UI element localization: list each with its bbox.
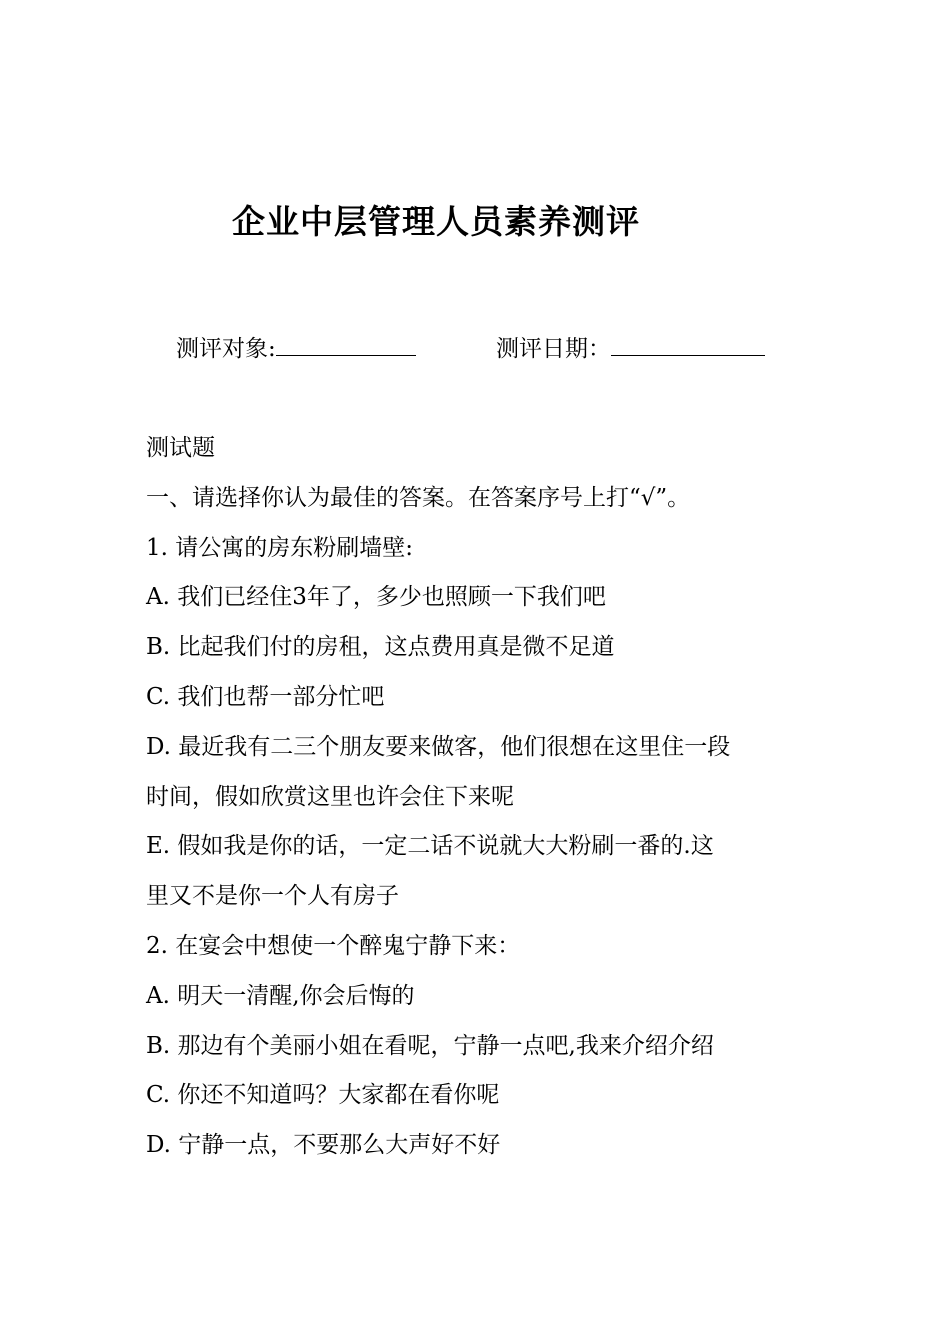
document-title: 企业中层管理人员素养测评	[232, 202, 640, 241]
test-content	[146, 429, 826, 1176]
evaluation-subject-field	[176, 330, 416, 363]
question-1-option-d: D. 最近我有二三个朋友要来做客，他们很想在这里住一段	[146, 733, 731, 760]
question-1-option-a: A. 我们已经住3年了，多少也照顾一下我们吧	[146, 584, 606, 611]
evaluation-date-blank	[611, 335, 765, 356]
evaluation-date-label: 测评日期：	[496, 336, 611, 362]
question-2-option-d: D. 宁静一点，不要那么大声好不好	[146, 1132, 501, 1159]
question-2: 2. 在宴会中想使一个醉鬼宁静下来：	[146, 932, 521, 959]
evaluation-date-field	[496, 330, 765, 363]
instruction-line: 一、请选择你认为最佳的答案。在答案序号上打“√”。	[146, 484, 691, 511]
evaluation-subject-blank	[276, 335, 416, 356]
question-2-option-c: C. 你还不知道吗？大家都在看你呢	[146, 1082, 500, 1109]
section-heading: 测试题	[146, 435, 215, 461]
question-1-option-b: B. 比起我们付的房租，这点费用真是微不足道	[146, 634, 615, 661]
question-1-option-d-continued: 时间，假如欣赏这里也许会住下来呢	[146, 783, 514, 810]
question-2-option-a: A. 明天一清醒,你会后悔的	[146, 982, 415, 1009]
evaluation-subject-label: 测评对象:	[176, 336, 276, 362]
question-1-option-c: C. 我们也帮一部分忙吧	[146, 683, 385, 710]
question-2-option-b: B. 那边有个美丽小姐在看呢，宁静一点吧,我来介绍介绍	[146, 1032, 714, 1059]
question-1-option-e: E. 假如我是你的话，一定二话不说就大大粉刷一番的.这	[146, 833, 714, 860]
question-1: 1. 请公寓的房东粉刷墙壁:	[146, 534, 414, 561]
question-1-option-e-continued: 里又不是你一个人有房子	[146, 883, 399, 910]
